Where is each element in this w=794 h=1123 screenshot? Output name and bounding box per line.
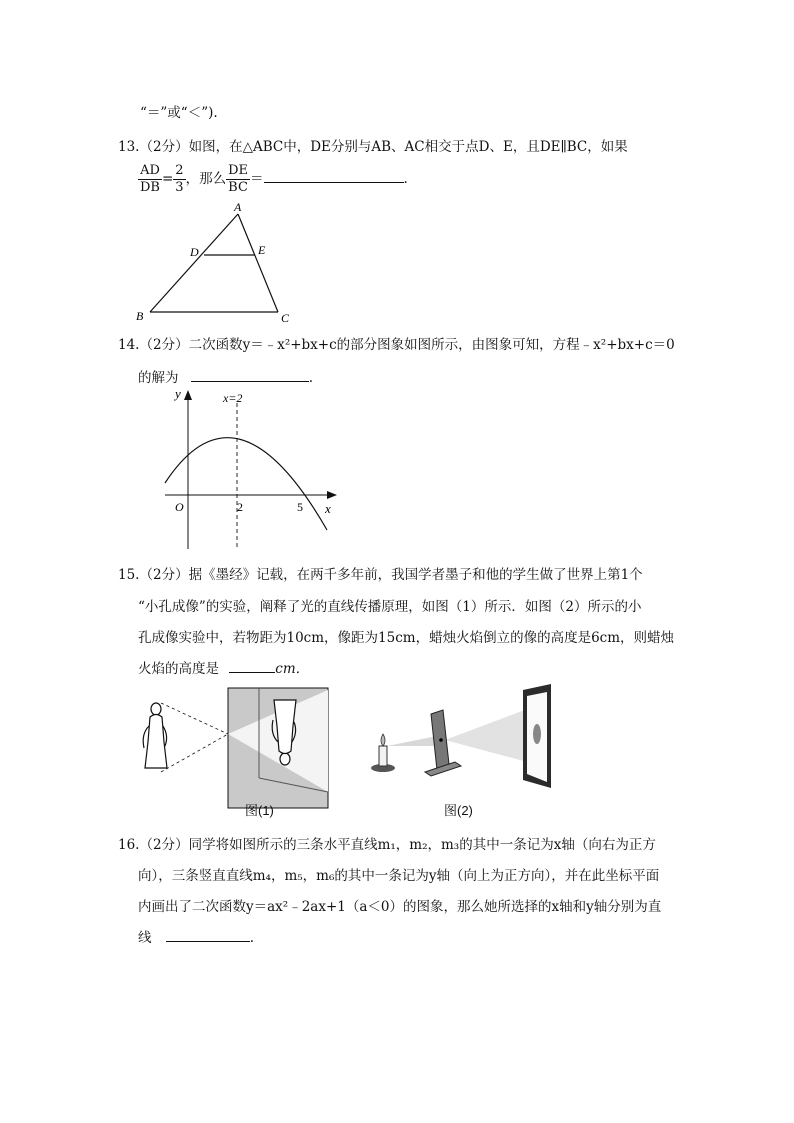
q12-tail: “＝”或“＜”). [140, 105, 218, 121]
fraction-ad-db [138, 163, 162, 196]
triangle-figure [130, 198, 300, 326]
label-a: A [234, 200, 242, 214]
tick-5: 5 [297, 500, 303, 514]
fraction-de-bc [226, 163, 250, 196]
segment-ab [150, 214, 238, 312]
figure-1-pinhole [135, 684, 335, 819]
q15-end: cm． [275, 661, 310, 677]
frac-numerator: 2 [175, 163, 184, 178]
frac-numerator: AD [138, 163, 162, 180]
q14-line1 [118, 333, 675, 353]
equals-sign: = [161, 171, 174, 187]
figure-2-candle [365, 684, 560, 794]
label-c: C [281, 311, 290, 325]
ray-bottom [161, 734, 228, 772]
q15-line1 [118, 563, 643, 583]
q14-number: 14. [118, 337, 140, 353]
q15-answer-blank[interactable] [229, 658, 275, 673]
label-b: B [136, 309, 144, 323]
symmetry-label: x=2 [223, 391, 243, 405]
q16-text1: 同学将如图所示的三条水平直线m₁，m₂，m₃的其中一条记为x轴（向右为正方 [188, 837, 656, 853]
projection-screen-icon [523, 684, 551, 788]
fraction-two-thirds [173, 163, 185, 196]
q16-number: 16. [118, 837, 140, 853]
q14-text: 二次函数y＝﹣x²+bx+c的部分图象如图所示，由图象可知，方程﹣x²+bx+c＝0 [188, 337, 675, 353]
frac-denominator: DB [140, 180, 160, 195]
y-axis-arrow-icon [184, 390, 192, 400]
q13-points: （2分） [139, 139, 189, 155]
y-label: y [175, 386, 181, 401]
frac-denominator: 3 [175, 180, 184, 195]
q13-text: 如图，在△ABC中，DE分别与AB、AC相交于点D、E，且DE∥BC，如果 [188, 139, 628, 155]
beam-left [387, 736, 437, 746]
q14-line2-text: 的解为 [138, 370, 179, 386]
q13-answer-blank[interactable] [264, 168, 404, 183]
q13-number: 13. [118, 139, 140, 155]
q14-line2 [138, 366, 313, 386]
q16-line1 [118, 833, 656, 853]
x-label: x [325, 501, 331, 516]
q16-line3: 内画出了二次函数y＝ax²﹣2ax+1（a＜0）的图象，那么她所选择的x轴和y轴分别为直 [138, 899, 662, 915]
q13-end: . [403, 171, 408, 187]
q15-line4-text: 火焰的高度是 [138, 661, 219, 677]
q15-text1: 据《墨经》记载，在两千多年前，我国学者墨子和他的学生做了世界上第1个 [188, 567, 643, 583]
q15-number: 15. [118, 567, 140, 583]
q16-answer-blank[interactable] [166, 927, 250, 942]
frac-numerator: DE [228, 163, 248, 178]
label-d: D [190, 245, 199, 259]
parabola-curve [165, 438, 327, 530]
q14-answer-blank[interactable] [191, 367, 309, 382]
q14-points: （2分） [139, 337, 189, 353]
scholar-figure-icon [143, 703, 167, 768]
q15-line3: 孔成像实验中，若物距为10cm，像距为15cm，蜡烛火焰倒立的像的高度是6cm，则蜡烛 [138, 630, 675, 646]
origin-label: O [175, 500, 184, 514]
q16-line4 [138, 926, 254, 946]
q16-line2: 向），三条竖直直线m₄，m₅，m₆的其中一条记为y轴（向上为正方向），并在此坐标平面 [138, 868, 660, 884]
segment-ac [238, 214, 278, 312]
q13-line1 [118, 135, 628, 155]
equals-sign-2: ＝ [250, 171, 264, 187]
q15-points: （2分） [139, 567, 189, 583]
q15-line2: “小孔成像”的实验，阐释了光的直线传播原理，如图（1）所示．如图（2）所示的小 [138, 599, 642, 615]
tick-2: 2 [237, 500, 243, 514]
figure-2-caption: 图(2) [444, 803, 473, 818]
ray-top [161, 703, 228, 734]
x-axis-arrow-icon [327, 491, 337, 499]
q13-line2 [138, 163, 408, 196]
candle-icon [371, 734, 395, 772]
label-e: E [258, 243, 266, 257]
q16-line4-text: 线 [138, 930, 152, 946]
q14-end: . [308, 370, 314, 386]
q13-mid-text: ，那么 [185, 171, 227, 187]
frac-denominator: BC [228, 180, 248, 195]
q16-end: . [249, 930, 255, 946]
figure-1-caption: 图(1) [245, 803, 274, 818]
beam-right [445, 706, 535, 764]
parabola-graph [155, 385, 345, 555]
q15-line4 [138, 657, 309, 677]
q16-points: （2分） [139, 837, 189, 853]
